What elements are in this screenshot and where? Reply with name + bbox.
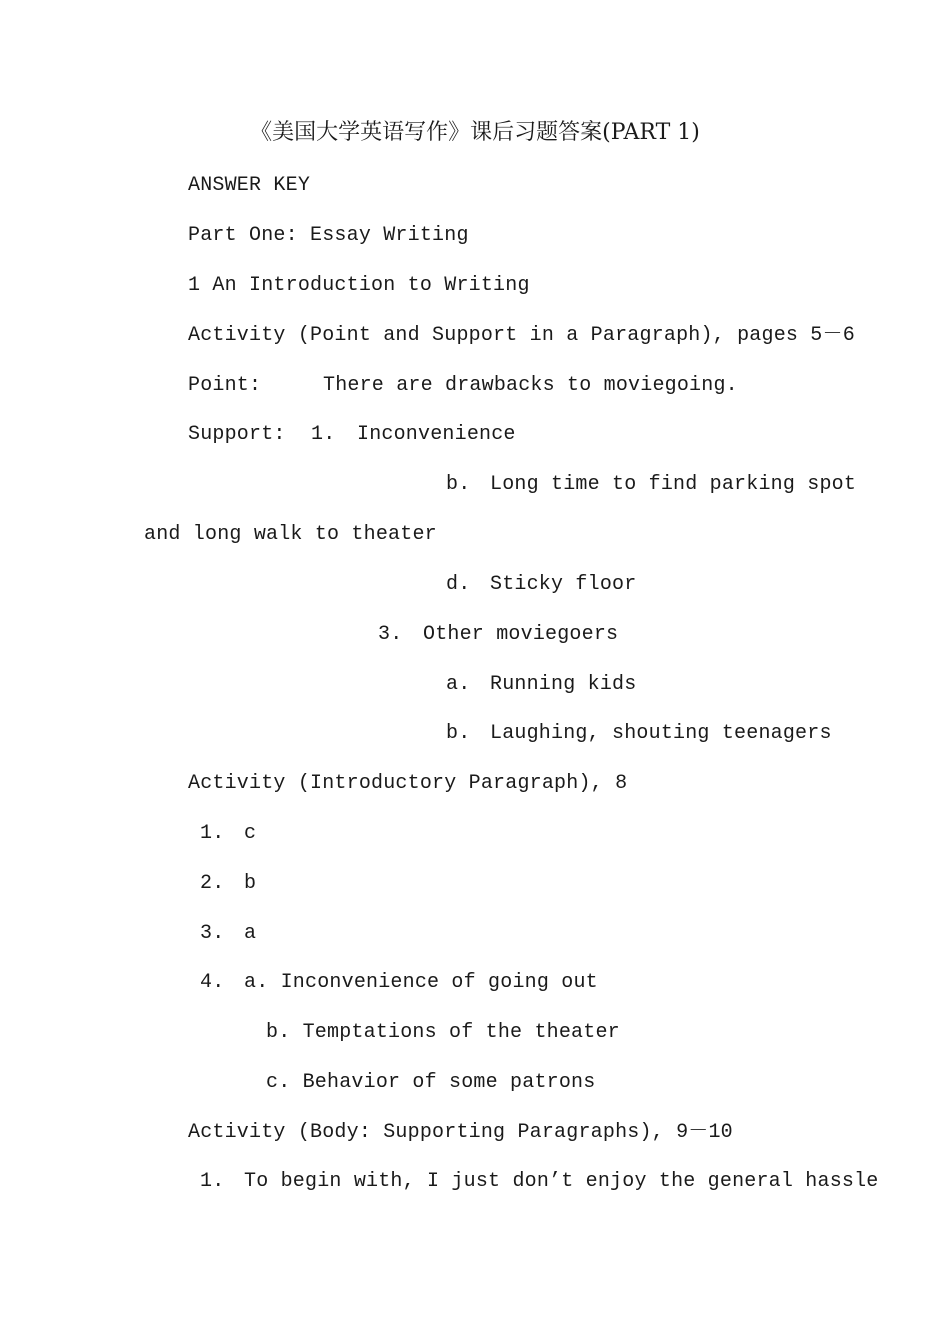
support-3a-text: Running kids [490, 673, 637, 696]
answer-key-heading: ANSWER KEY [188, 174, 311, 197]
list-item-text: a. Inconvenience of going out [244, 971, 598, 994]
support-1-text: Inconvenience [357, 423, 516, 446]
support-3b-letter: b. [446, 722, 471, 745]
support-1d-letter: d. [446, 573, 471, 596]
support-1b-continuation: and long walk to theater [144, 523, 437, 546]
sub-item-b: b. Temptations of the theater [266, 1021, 620, 1044]
support-3-number: 3. [378, 623, 403, 646]
activity-1-heading: Activity (Point and Support in a Paragraph), pages 5－6 [188, 324, 855, 347]
list-item-number: 1. [200, 1170, 225, 1193]
sub-item-c: c. Behavior of some patrons [266, 1071, 596, 1094]
part-one-heading: Part One: Essay Writing [188, 224, 469, 247]
activity-2-heading: Activity (Introductory Paragraph), 8 [188, 772, 628, 795]
document-title: 《美国大学英语写作》课后习题答案(PART 1) [250, 120, 700, 145]
list-item-number: 2. [200, 872, 225, 895]
point-label: Point: [188, 374, 262, 397]
list-item-text: c [244, 822, 257, 845]
list-item-number: 1. [200, 822, 225, 845]
support-1-number: 1. [311, 423, 336, 446]
support-3-text: Other moviegoers [423, 623, 619, 646]
list-item-text: a [244, 922, 257, 945]
chapter-heading: 1 An Introduction to Writing [188, 274, 530, 297]
support-3b-text: Laughing, shouting teenagers [490, 722, 832, 745]
list-item-text: To begin with, I just don’t enjoy the general hassle [244, 1170, 879, 1193]
list-item-number: 3. [200, 922, 225, 945]
point-text: There are drawbacks to moviegoing. [323, 374, 738, 397]
support-1d-text: Sticky floor [490, 573, 637, 596]
support-1b-text: Long time to find parking spot [490, 473, 857, 496]
list-item-number: 4. [200, 971, 225, 994]
list-item-text: b [244, 872, 257, 895]
support-3a-letter: a. [446, 673, 471, 696]
support-1b-letter: b. [446, 473, 471, 496]
support-label: Support: [188, 423, 286, 446]
activity-3-heading: Activity (Body: Supporting Paragraphs), 9－10 [188, 1121, 733, 1144]
